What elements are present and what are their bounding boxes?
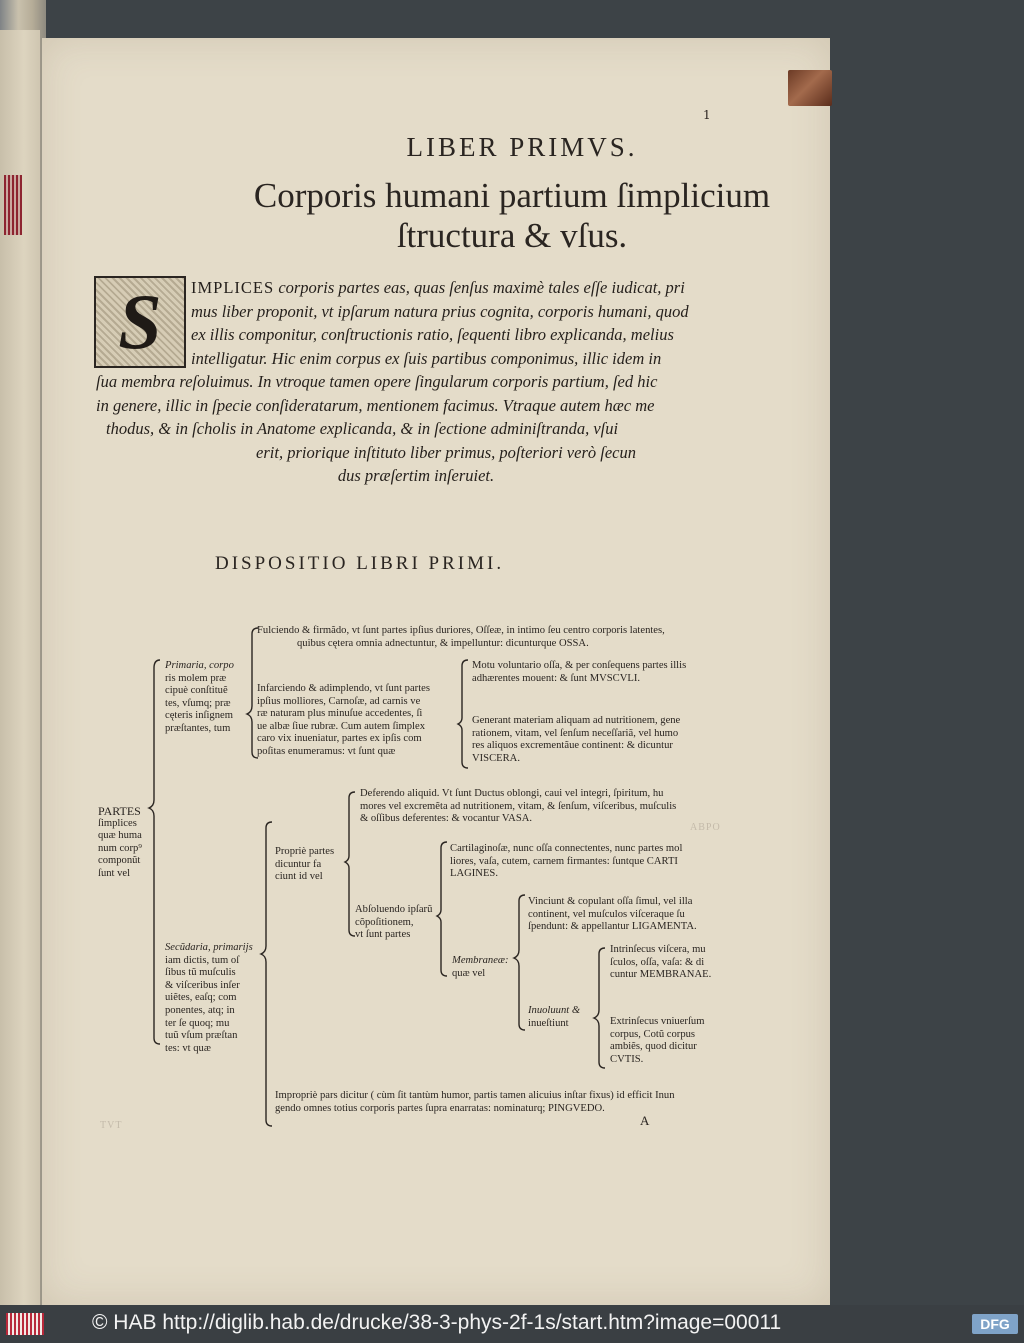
intro-line: erit, priorique inſtituto liber primus, poſteriori verò ſecun xyxy=(256,442,636,462)
generant-node: Generant materiam aliquam ad nutritionem, gene rationem, vitam, vel ſenſum neceſſariã, vel humo res aliquos excrementãue continent: & dicuntur VISCERA. xyxy=(472,715,681,764)
intro-line: mus liber proponit, vt ipſarum natura prius cognita, corporis humani, quod xyxy=(191,301,689,321)
intro-line: ex illis componitur, conſtructionis ratio, ſequenti libro explicanda, melius xyxy=(191,325,674,344)
secundaria-node: Secũdaria, primarijs iam dictis, tum oſ ſibus tũ muſculis & viſceribus inſer uiẽtes, eaſq; com ponentes, atq; in ter ſe quoq; mu tuũ vſum præſtan tes: vt quæ xyxy=(165,942,253,1054)
vinciunt-node: Vinciunt & copulant oſſa ſimul, vel illa continent, vel muſculos viſceraque ſu ſpendunt: & appellantur LIGAMENTA. xyxy=(528,896,697,933)
motu-node: Motu voluntario oſſa, & per conſequens partes illis adhærentes mouent: & ſunt MVSCVLI. xyxy=(472,660,687,684)
cartilaginosae-node: Cartilaginoſæ, nunc oſſa connectentes, nunc partes mol liores, vaſa, cutem, carnem firmantes: ſuntque CARTI LAGINES. xyxy=(450,843,683,880)
improprie-node: Impropriè pars dicitur ( cùm ſit tantùm humor, partis tamen alicuius inſtar fixus) id efficit Inun gendo omnes totius corporis partes ſupra enarratas: nominaturq; PINGVEDO. xyxy=(275,1090,675,1114)
dispositio-title: DISPOSITIO LIBRI PRIMI. xyxy=(215,553,505,574)
intro-line: IMPLICES corporis partes eas, quas ſenſus maximè tales eſſe iudicat, pri xyxy=(191,278,685,297)
dfg-logo[interactable]: DFG xyxy=(972,1314,1018,1334)
footer-copyright-link[interactable] xyxy=(92,1311,781,1335)
show-through-text: TVT xyxy=(100,1120,123,1131)
proprie-node: Propriè partes dicuntur fa ciunt id vel xyxy=(275,846,335,883)
decorated-initial: S xyxy=(94,276,186,368)
title-line-1: Corporis humani partium ſimplicium xyxy=(253,176,771,215)
intrinsecus-node: Intrinſecus viſcera, mu ſculos, oſſa, vaſa: & di cuntur MEMBRANAE. xyxy=(610,944,712,981)
intro-line: in genere, illic in ſpecie conſideratarum, mentionem facimus. Vtraque autem hæc me xyxy=(96,395,655,415)
extrinsecus-node: Extrinſecus vniuerſum corpus, Cotũ corpus ambiẽs, quod dicitur CVTIS. xyxy=(610,1016,705,1065)
infarciendo-node: Infarciendo & adimplendo, vt ſunt partes ipſius molliores, Carnoſæ, ad carnis ve ræ naturam plus minuſue accedentes, ſi ue albæ ſiue rubræ. Cum autem ſimplex caro vix inueniatur, partes ex ipſis com poſitas enumeramus: vt ſunt quæ xyxy=(257,683,430,757)
title-line-2: ſtructura & vſus. xyxy=(396,216,628,255)
intro-line: ſua membra reſoluimus. In vtroque tamen opere ſingularum corporis partium, ſed hic xyxy=(96,372,658,391)
membraneae-node: Membraneæ: quæ vel xyxy=(452,955,509,979)
intro-first-words: IMPLICES xyxy=(191,278,275,297)
hab-logo-icon xyxy=(6,1313,44,1335)
intro-line: thodus, & in ſcholis in Anatome explicanda, & in ſectione adminiſtranda, vſui xyxy=(106,419,619,438)
deferendo-node: Deferendo aliquid. Vt ſunt Ductus oblongi, caui vel integri, ſpiritum, hu mores vel excremẽta ad nutritionem, vitam, & ſenſum, viſceribus, muſculis & oſſibus deferentes: & vocantur VASA. xyxy=(360,788,677,825)
show-through-text: ABPO xyxy=(690,822,721,833)
signature-mark: A xyxy=(640,1113,650,1128)
absoluendo-node: Abſoluendo ipſarũ cõpoſitionem, vt ſunt partes xyxy=(355,904,433,941)
liber-title: LIBER PRIMVS. xyxy=(406,132,638,162)
intro-line: intelligatur. Hic enim corpus ex ſuis partibus componimus, illic idem in xyxy=(191,348,662,368)
involuunt-node: Inuoluunt & inueſtiunt xyxy=(528,1005,581,1029)
root-node: PARTES ſimplices quæ huma num corp⁹ componũt ſunt vel xyxy=(98,804,142,879)
source-url-link[interactable]: © HAB http://diglib.hab.de/drucke/38-3-phys-2f-1s/start.htm?image=00011 xyxy=(92,1311,782,1334)
primaria-node: Primaria, corpo ris molem præ cipuè conſtituẽ tes, vſumq; præ cęteris inſignem præſtantes, tum xyxy=(165,660,234,734)
footer-bar xyxy=(0,1305,1024,1343)
intro-line: dus præſertim inſeruiet. xyxy=(337,466,495,485)
page-number: 1 xyxy=(703,108,711,122)
fulciendo-node: Fulciendo & firmãdo, vt ſunt partes ipſius duriores, Oſſeæ, in intimo ſeu centro corporis latentes, quibus cętera omnia adnectuntur, & impelluntur: dicunturque OSSA. xyxy=(257,625,665,649)
